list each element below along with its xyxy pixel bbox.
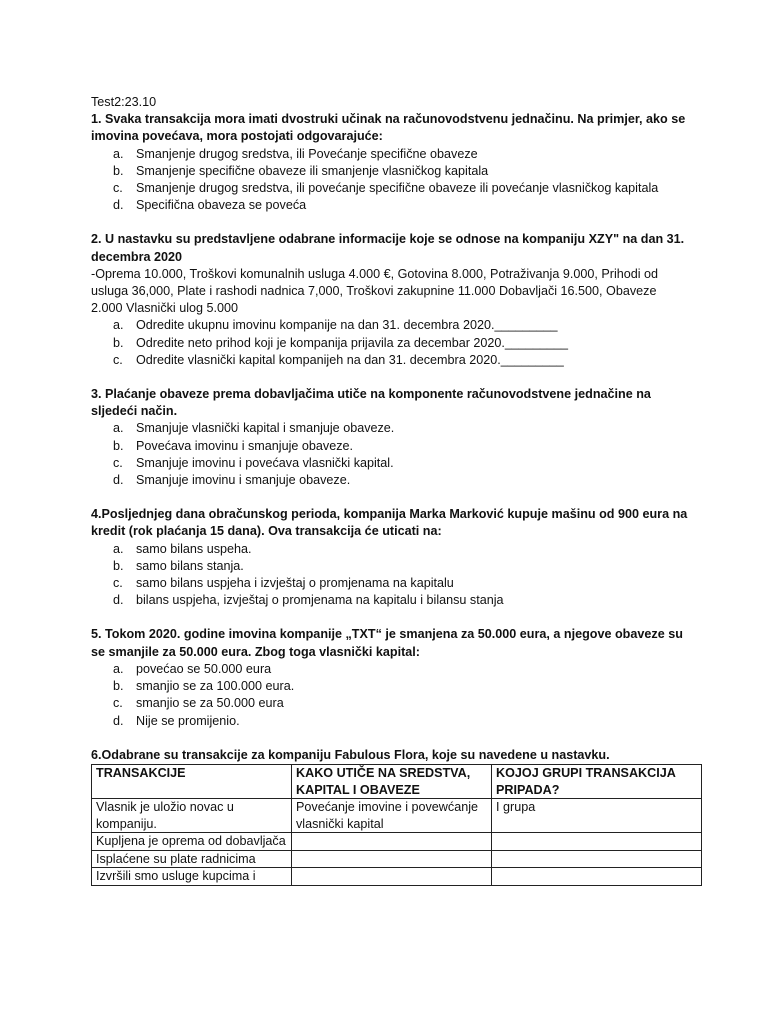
- question-3-option-b: b. Povećava imovinu i smanjuje obaveze.: [113, 438, 354, 453]
- table-cell: [292, 833, 492, 851]
- question-3: 3. Plaćanje obaveze prema dobavljačima utiče na komponente računovodstvene jednačine na sljedeći način.: [91, 387, 651, 419]
- table-cell: [492, 833, 702, 851]
- question-2-option-a: a. Odredite ukupnu imovinu kompanije na dan 31. decembra 2020._________: [113, 318, 558, 333]
- table-cell: Izvršili smo usluge kupcima i: [92, 868, 292, 886]
- question-5-options: [91, 661, 691, 730]
- table-row: [92, 868, 702, 886]
- question-3-option-c: c. Smanjuje imovinu i povećava vlasnički kapital.: [113, 455, 394, 470]
- spacer: [91, 369, 691, 386]
- question-1-option-b: b. Smanjenje specifične obaveze ili smanjenje vlasničkog kapitala: [113, 163, 489, 178]
- table-cell: Vlasnik je uložio novac u kompaniju.: [92, 799, 292, 833]
- question-2-option-c: c. Odredite vlasnički kapital kompanijeh na dan 31. decembra 2020._________: [113, 352, 564, 367]
- spacer: [91, 489, 691, 506]
- table-header-effect: KAKO UTIČE NA SREDSTVA, KAPITAL I OBAVEZE: [292, 764, 492, 798]
- spacer: [91, 730, 691, 747]
- transactions-table: [91, 764, 702, 886]
- question-3-option-a: a. Smanjuje vlasnički kapital i smanjuje obaveze.: [113, 421, 395, 436]
- question-1-option-d: d. Specifična obaveza se poveća: [113, 198, 307, 213]
- table-header-row: [92, 764, 702, 798]
- table-row: [92, 799, 702, 833]
- question-5-option-a: a. povećao se 50.000 eura: [113, 661, 272, 676]
- question-5-option-c: c. smanjio se za 50.000 eura: [113, 696, 284, 711]
- question-1-option-a: a. Smanjenje drugog sredstva, ili Povećanje specifične obaveze: [113, 146, 478, 161]
- question-4-options: [91, 541, 691, 610]
- question-4-option-c: c. samo bilans uspjeha i izvještaj o promjenama na kapitalu: [113, 576, 454, 591]
- table-row: [92, 850, 702, 868]
- question-1: 1. Svaka transakcija mora imati dvostruki učinak na računovodstvenu jednačinu. Na primjer, ako se imovina povećava, mora postojati odgovarajuće:: [91, 112, 686, 144]
- question-5: 5. Tokom 2020. godine imovina kompanije „TXT“ je smanjena za 50.000 eura, a njegove obaveze su se smanjile za 50.000 eura. Zbog toga vlasnički kapital:: [91, 627, 683, 659]
- table-cell: Kupljena je oprema od dobavljača: [92, 833, 292, 851]
- table-row: [92, 833, 702, 851]
- question-5-option-b: b. smanjio se za 100.000 eura.: [113, 679, 295, 694]
- question-5-option-d: d. Nije se promijenio.: [113, 713, 240, 728]
- question-2: 2. U nastavku su predstavljene odabrane informacije koje se odnose na kompaniju XZY" na dan 31. decembra 2020: [91, 232, 685, 264]
- table-cell: [492, 868, 702, 886]
- table-header-transactions: TRANSAKCIJE: [92, 764, 292, 798]
- spacer: [91, 214, 691, 231]
- question-2-info: -Oprema 10.000, Troškovi komunalnih usluga 4.000 €, Gotovina 8.000, Potraživanja 9.000, Prihodi od usluga 36,000, Plate i rashodi nadnica 7,000, Troškovi zakupnine 11.000 Dobavljači 16.500, Obaveze 2.000 Vlasnički ulog 5.000: [91, 266, 659, 316]
- document-content: [91, 94, 691, 886]
- question-6: 6.Odabrane su transakcije za kompaniju Fabulous Flora, koje su navedene u nastavku.: [91, 747, 610, 762]
- question-3-option-d: d. Smanjuje imovinu i smanjuje obaveze.: [113, 473, 351, 488]
- question-4-option-d: d. bilans uspjeha, izvještaj o promjenama na kapitalu i bilansu stanja: [113, 593, 504, 608]
- question-1-option-c: c. Smanjenje drugog sredstva, ili povećanje specifične obaveze ili povećanje vlasničkog kapitala: [113, 181, 659, 196]
- table-cell: [292, 868, 492, 886]
- table-cell: [492, 850, 702, 868]
- question-3-options: [91, 420, 691, 489]
- question-2-option-b: b. Odredite neto prihod koji je kompanija prijavila za decembar 2020._________: [113, 335, 568, 350]
- table-cell: Isplaćene su plate radnicima: [92, 850, 292, 868]
- spacer: [91, 609, 691, 626]
- question-4-option-a: a. samo bilans uspeha.: [113, 541, 252, 556]
- table-header-group: KOJOJ GRUPI TRANSAKCIJA PRIPADA?: [492, 764, 702, 798]
- question-2-options: [91, 317, 691, 369]
- table-cell: [292, 850, 492, 868]
- test-title: Test2:23.10: [91, 95, 157, 109]
- table-cell: I grupa: [492, 799, 702, 833]
- table-cell: Povećanje imovine i povewćanje vlasnički kapital: [292, 799, 492, 833]
- question-4-option-b: b. samo bilans stanja.: [113, 558, 244, 573]
- question-4: 4.Posljednjeg dana obračunskog perioda, kompanija Marka Marković kupuje mašinu od 900 eura na kredit (rok plaćanja 15 dana). Ova transakcija će uticati na:: [91, 507, 688, 539]
- question-1-options: [91, 146, 691, 215]
